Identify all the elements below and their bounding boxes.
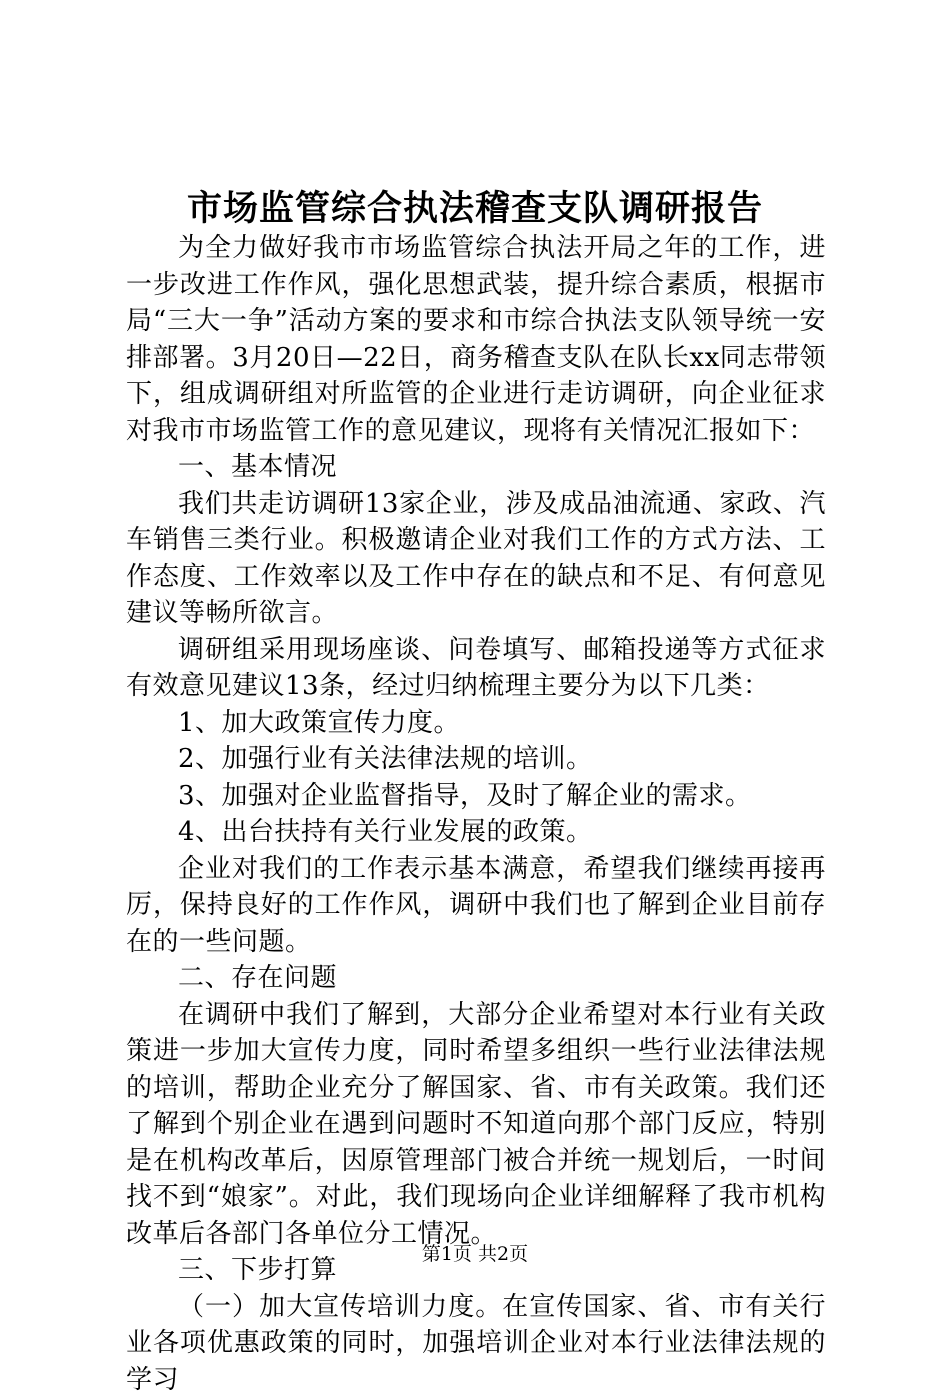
section-heading-basic-situation: 一、基本情况 xyxy=(126,449,826,486)
list-item: 4、出台扶持有关行业发展的政策。 xyxy=(126,814,826,851)
body-paragraph: 我们共走访调研13家企业，涉及成品油流通、家政、汽车销售三类行业。积极邀请企业对我们工作的方式方法、工作态度、工作效率以及工作中存在的缺点和不足、有何意见建议等畅所欲言。 xyxy=(126,486,826,632)
section-heading-existing-problems: 二、存在问题 xyxy=(126,960,826,997)
list-item: 2、加强行业有关法律法规的培训。 xyxy=(126,741,826,778)
page-footer: 第1页 共2页 xyxy=(0,1242,950,1266)
section-heading-next-steps: 三、下步打算 xyxy=(126,1252,826,1289)
document-body xyxy=(126,230,826,1398)
intro-paragraph: 为全力做好我市市场监管综合执法开局之年的工作，进一步改进工作作风，强化思想武装，提升综合素质，根据市局“三大一争”活动方案的要求和市综合执法支队领导统一安排部署。3月20日—22日，商务稽查支队在队长xx同志带领下，组成调研组对所监管的企业进行走访调研，向企业征求对我市市场监管工作的意见建议，现将有关情况汇报如下： xyxy=(126,230,826,449)
list-item: 1、加大政策宣传力度。 xyxy=(126,705,826,742)
body-paragraph: 在调研中我们了解到，大部分企业希望对本行业有关政策进一步加大宣传力度，同时希望多组织一些行业法律法规的培训，帮助企业充分了解国家、省、市有关政策。我们还了解到个别企业在遇到问题时不知道向那个部门反应，特别是在机构改革后，因原管理部门被合并统一规划后，一时间找不到“娘家”。对此，我们现场向企业详细解释了我市机构改革后各部门各单位分工情况。 xyxy=(126,997,826,1253)
document-title: 市场监管综合执法稽查支队调研报告 xyxy=(0,186,950,232)
list-item: 3、加强对企业监督指导，及时了解企业的需求。 xyxy=(126,778,826,815)
body-paragraph: （一）加大宣传培训力度。在宣传国家、省、市有关行业各项优惠政策的同时，加强培训企业对本行业法律法规的学习 xyxy=(126,1289,826,1398)
body-paragraph: 企业对我们的工作表示基本满意，希望我们继续再接再厉，保持良好的工作作风，调研中我们也了解到企业目前存在的一些问题。 xyxy=(126,851,826,961)
body-paragraph: 调研组采用现场座谈、问卷填写、邮箱投递等方式征求有效意见建议13条，经过归纳梳理主要分为以下几类： xyxy=(126,632,826,705)
